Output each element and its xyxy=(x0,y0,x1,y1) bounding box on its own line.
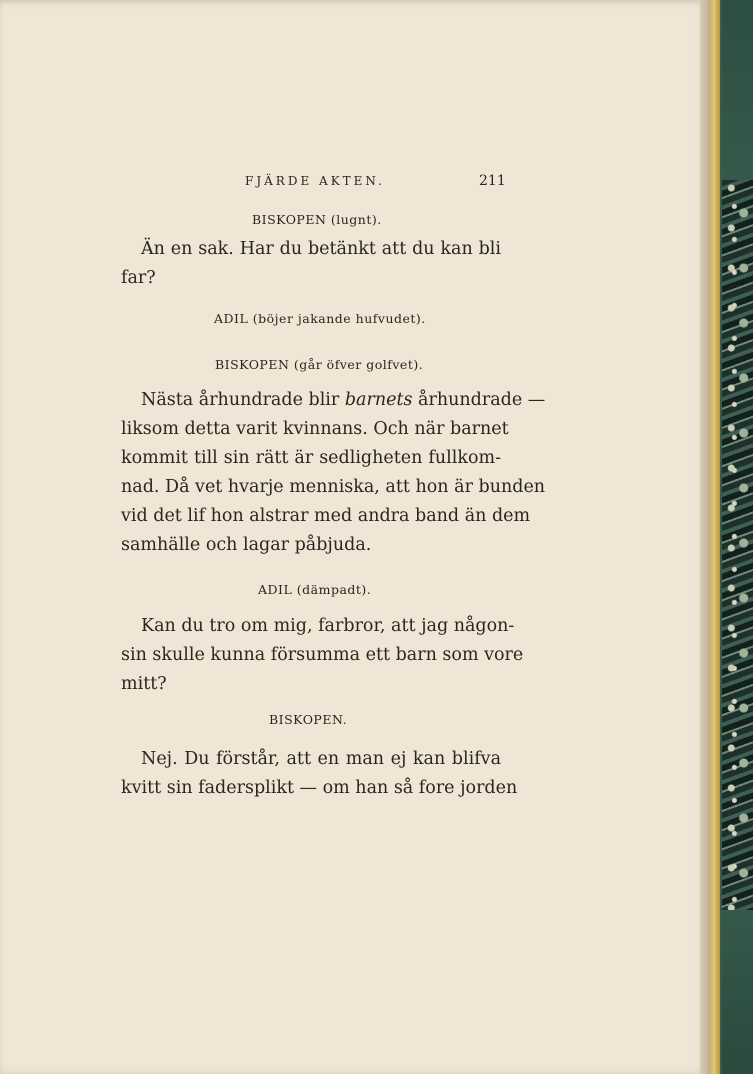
text-line: Kan du tro om mig, farbror, att jag någon- xyxy=(141,616,515,636)
text-line: Nästa århundrade blir barnets århundrade — xyxy=(141,390,546,410)
stage-direction: ADIL (böjer jakande hufvudet). xyxy=(214,311,426,326)
dialogue-paragraph xyxy=(121,235,501,293)
dialogue-paragraph xyxy=(121,386,546,560)
text-line: samhälle och lagar påbjuda. xyxy=(121,535,372,555)
dialogue-paragraph xyxy=(121,745,518,803)
text-line: Nej. Du förstår, att en man ej kan blifva xyxy=(141,749,501,769)
running-header: FJÄRDE AKTEN. xyxy=(245,174,385,188)
text-line: liksom detta varit kvinnans. Och när barnet xyxy=(121,419,509,439)
text-line: far? xyxy=(121,268,156,288)
speaker-heading: ADIL (dämpadt). xyxy=(258,582,372,597)
dialogue-paragraph xyxy=(121,612,524,699)
text-line: Än en sak. Har du betänkt att du kan bli xyxy=(141,239,501,259)
marbled-cover-board xyxy=(722,180,753,910)
speaker-heading: BISKOPEN. xyxy=(269,712,348,727)
speaker-heading: BISKOPEN (lugnt). xyxy=(252,212,382,227)
text-line: nad. Då vet hvarje menniska, att hon är bunden xyxy=(121,477,546,497)
speaker-heading: BISKOPEN (går öfver golfvet). xyxy=(215,357,424,372)
emphasis-word: barnets xyxy=(344,390,413,410)
gilt-page-edge xyxy=(710,0,720,1074)
text-line: kommit till sin rätt är sedligheten fullkom- xyxy=(121,448,501,468)
page-number: 211 xyxy=(479,173,506,189)
text-line: kvitt sin fadersplikt — om han så fore jorden xyxy=(121,778,518,798)
text-line: sin skulle kunna försumma ett barn som vore xyxy=(121,645,524,665)
cover-cloth-top xyxy=(722,0,753,180)
text-line: vid det lif hon alstrar med andra band än dem xyxy=(121,506,531,526)
text-line: mitt? xyxy=(121,674,167,694)
cover-cloth-bottom xyxy=(722,910,753,1074)
